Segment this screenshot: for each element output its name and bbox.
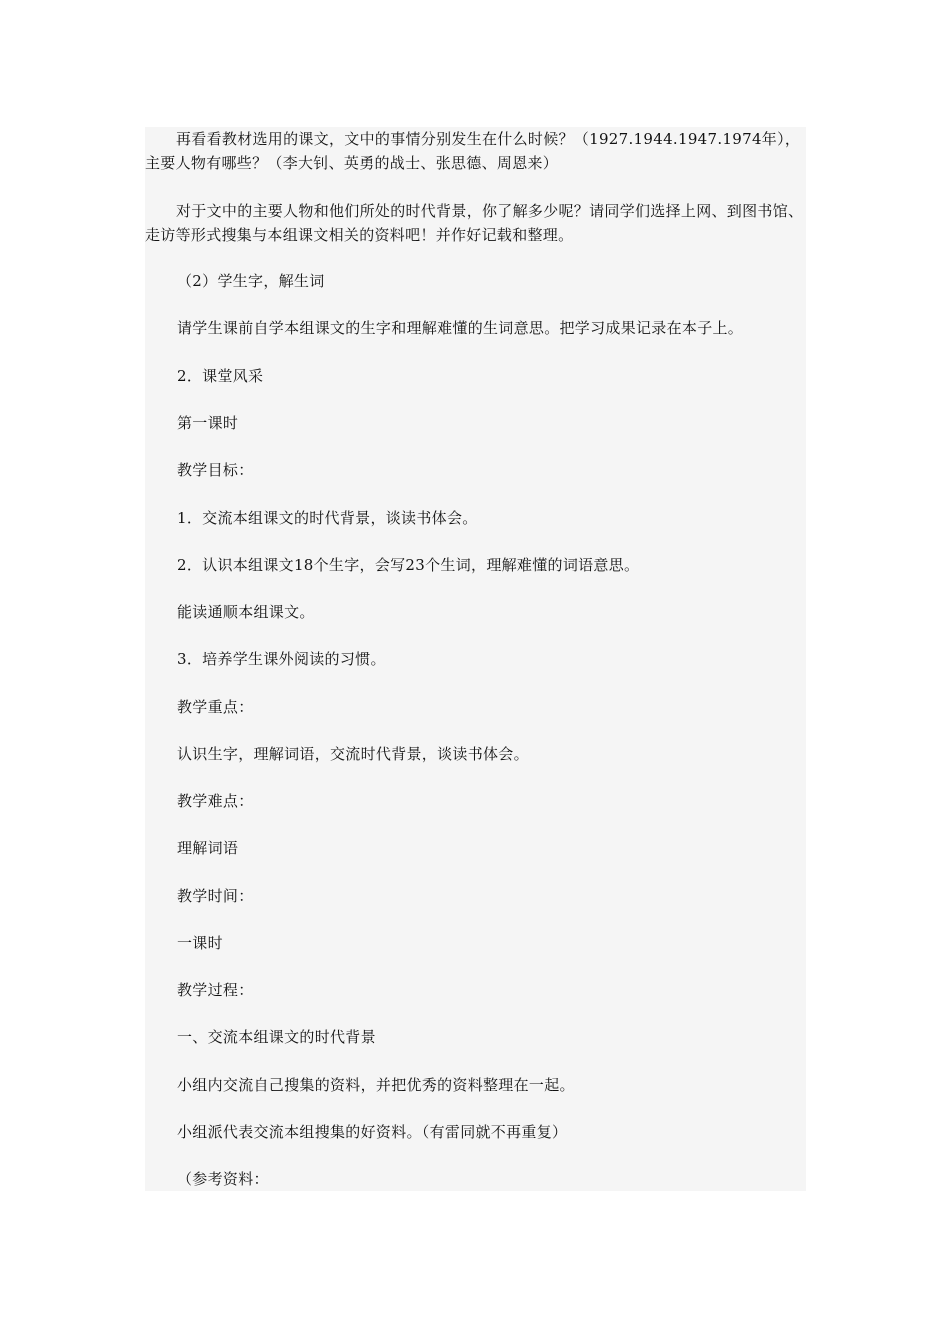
- process-heading: 教学过程：: [177, 981, 254, 999]
- paragraph-1: 再看看教材选用的课文，文中的事情分别发生在什么时候？（1927.1944.1947.1974年），主要人物有哪些？（李大钊、英勇的战士、张思德、周恩来）: [145, 130, 801, 172]
- goals-heading: 教学目标：: [177, 461, 254, 479]
- paragraph-4: 请学生课前自学本组课文的生字和理解难懂的生词意思。把学习成果记录在本子上。: [177, 319, 744, 337]
- goal-item-1: 1．交流本组课文的时代背景，谈读书体会。: [177, 509, 478, 527]
- difficulty-heading: 教学难点：: [177, 792, 254, 810]
- paragraph-2: 对于文中的主要人物和他们所处的时代背景，你了解多少呢？请同学们选择上网、到图书馆、走访等形式搜集与本组课文相关的资料吧！并作好记载和整理。: [145, 202, 804, 244]
- process-text-1: 小组内交流自己搜集的资料，并把优秀的资料整理在一起。: [177, 1076, 575, 1094]
- time-heading: 教学时间：: [177, 887, 254, 905]
- section-heading: 2．课堂风采: [177, 367, 264, 385]
- difficulty-text: 理解词语: [177, 839, 239, 857]
- goal-item-2: 2．认识本组课文18个生字，会写23个生词，理解难懂的词语意思。: [177, 556, 640, 574]
- paragraph-3: （2）学生字，解生词: [177, 272, 325, 290]
- lesson-heading: 第一课时: [177, 414, 239, 432]
- goal-item-3: 3．培养学生课外阅读的习惯。: [177, 650, 386, 668]
- focus-heading: 教学重点：: [177, 698, 254, 716]
- reference-label: （参考资料：: [177, 1170, 269, 1188]
- process-step-1: 一、交流本组课文的时代背景: [177, 1028, 376, 1046]
- text-block: [145, 127, 806, 1191]
- goal-item-2-cont: 能读通顺本组课文。: [177, 603, 315, 621]
- time-text: 一课时: [177, 934, 223, 952]
- process-text-2: 小组派代表交流本组搜集的好资料。（有雷同就不再重复）: [177, 1123, 568, 1141]
- focus-text: 认识生字，理解词语，交流时代背景，谈读书体会。: [177, 745, 529, 763]
